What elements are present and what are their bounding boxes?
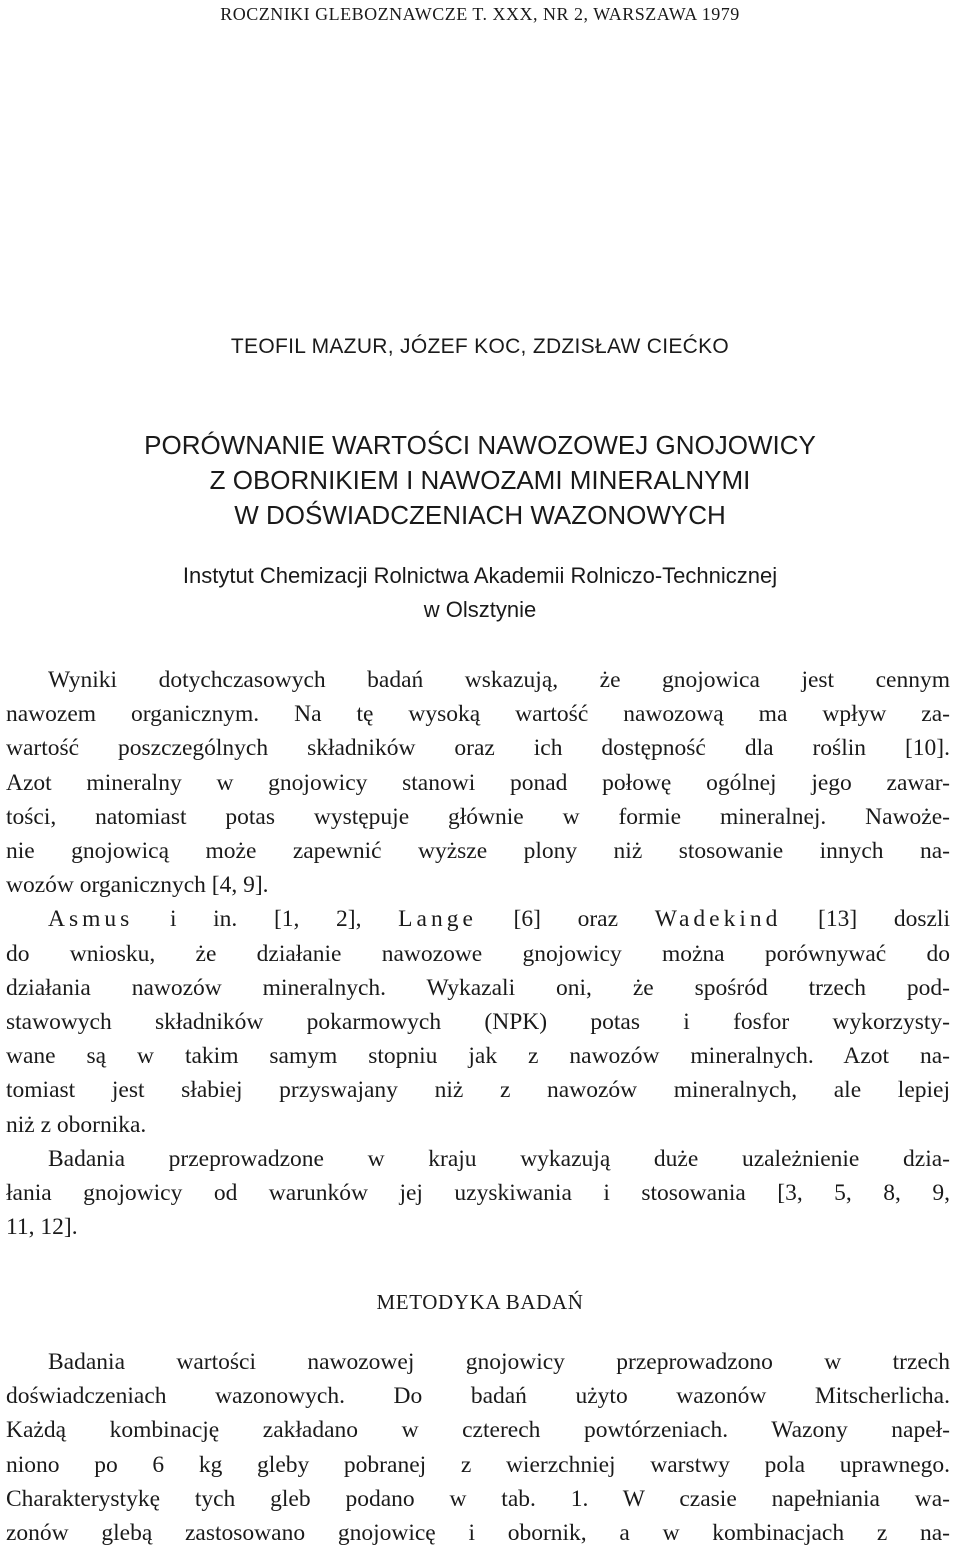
text-line: łania gnojowicy od warunków jej uzyskiwania i stosowania [3, 5, 8, 9, <box>6 1180 950 1207</box>
journal-header: ROCZNIKI GLEBOZNAWCZE T. XXX, NR 2, WARSZAWA 1979 <box>220 4 740 24</box>
article-authors: TEOFIL MAZUR, JÓZEF KOC, ZDZISŁAW CIEĆKO <box>230 335 730 358</box>
affiliation-line: Instytut Chemizacji Rolnictwa Akademii Rolniczo-Technicznej <box>182 563 778 588</box>
text-span: [6] oraz <box>476 906 655 933</box>
section-heading: METODYKA BADAŃ <box>376 1290 584 1314</box>
title-line: Z OBORNIKIEM I NAWOZAMI MINERALNYMI <box>209 465 751 495</box>
text-line: tości, natomiast potas występuje głównie w formie mineralnej. Nawoże- <box>6 803 950 830</box>
text-line: Wyniki dotychczasowych badań wskazują, że gnojowica jest cennym <box>48 667 950 693</box>
text-line: niż z obornika. <box>6 1111 147 1138</box>
text-line <box>6 902 950 936</box>
cited-author: Wadekind <box>654 906 782 933</box>
text-line: do wniosku, że działanie nawozowe gnojowicy można porównywać do <box>6 940 950 967</box>
text-line: wane są w takim samym stopniu jak z nawozów mineralnych. Azot na- <box>6 1043 950 1070</box>
text-line: wartość poszczególnych składników oraz ich dostępność dla roślin [10]. <box>6 735 950 762</box>
text-line: Azot mineralny w gnojowicy stanowi ponad połowę ogólnej jego zawar- <box>6 769 950 796</box>
text-line: Każdą kombinację zakładano w czterech powtórzeniach. Wazony napeł- <box>6 1417 950 1444</box>
text-line: nie gnojowicą może zapewnić wyższe plony niż stosowanie innych na- <box>6 838 950 865</box>
author-affiliation <box>0 559 960 627</box>
text-span: [13] doszli <box>781 906 950 933</box>
text-line: niono po 6 kg gleby pobranej z wierzchniej warstwy pola uprawnego. <box>6 1451 950 1478</box>
title-line: PORÓWNANIE WARTOŚCI NAWOZOWEJ GNOJOWICY <box>144 430 816 460</box>
affiliation-line: w Olsztynie <box>423 597 537 622</box>
text-line: doświadczeniach wazonowych. Do badań użyto wazonów Mitscherlicha. <box>6 1383 950 1410</box>
text-line: wozów organicznych [4, 9]. <box>6 872 269 899</box>
text-line: stawowych składników pokarmowych (NPK) potas i fosfor wykorzysty- <box>6 1009 950 1036</box>
text-span: i in. [1, 2], <box>133 906 399 933</box>
text-line: tomiast jest słabiej przyswajany niż z nawozów mineralnych, ale lepiej <box>6 1077 950 1104</box>
text-line: działania nawozów mineralnych. Wykazali oni, że spośród trzech pod- <box>6 974 950 1001</box>
intro-paragraph <box>6 663 950 1244</box>
text-line: Badania przeprowadzone w kraju wykazują duże uzależnienie dzia- <box>48 1145 950 1172</box>
text-line: 11, 12]. <box>6 1214 78 1241</box>
text-line: Badania wartości nawozowej gnojowicy przeprowadzono w trzech <box>48 1349 950 1375</box>
text-line: zonów glebą zastosowano gnojowicę i obornik, a w kombinacjach z na- <box>6 1520 950 1547</box>
title-line: W DOŚWIADCZENIACH WAZONOWYCH <box>234 500 726 530</box>
cited-author: Lange <box>398 906 477 933</box>
methods-paragraph <box>6 1345 950 1550</box>
cited-author: Asmus <box>48 906 134 933</box>
text-line: nawozem organicznym. Na tę wysoką wartość nawozową ma wpływ za- <box>6 701 950 728</box>
article-title <box>0 428 960 533</box>
text-line: Charakterystykę tych gleb podano w tab. 1. W czasie napełniania wa- <box>6 1485 950 1512</box>
